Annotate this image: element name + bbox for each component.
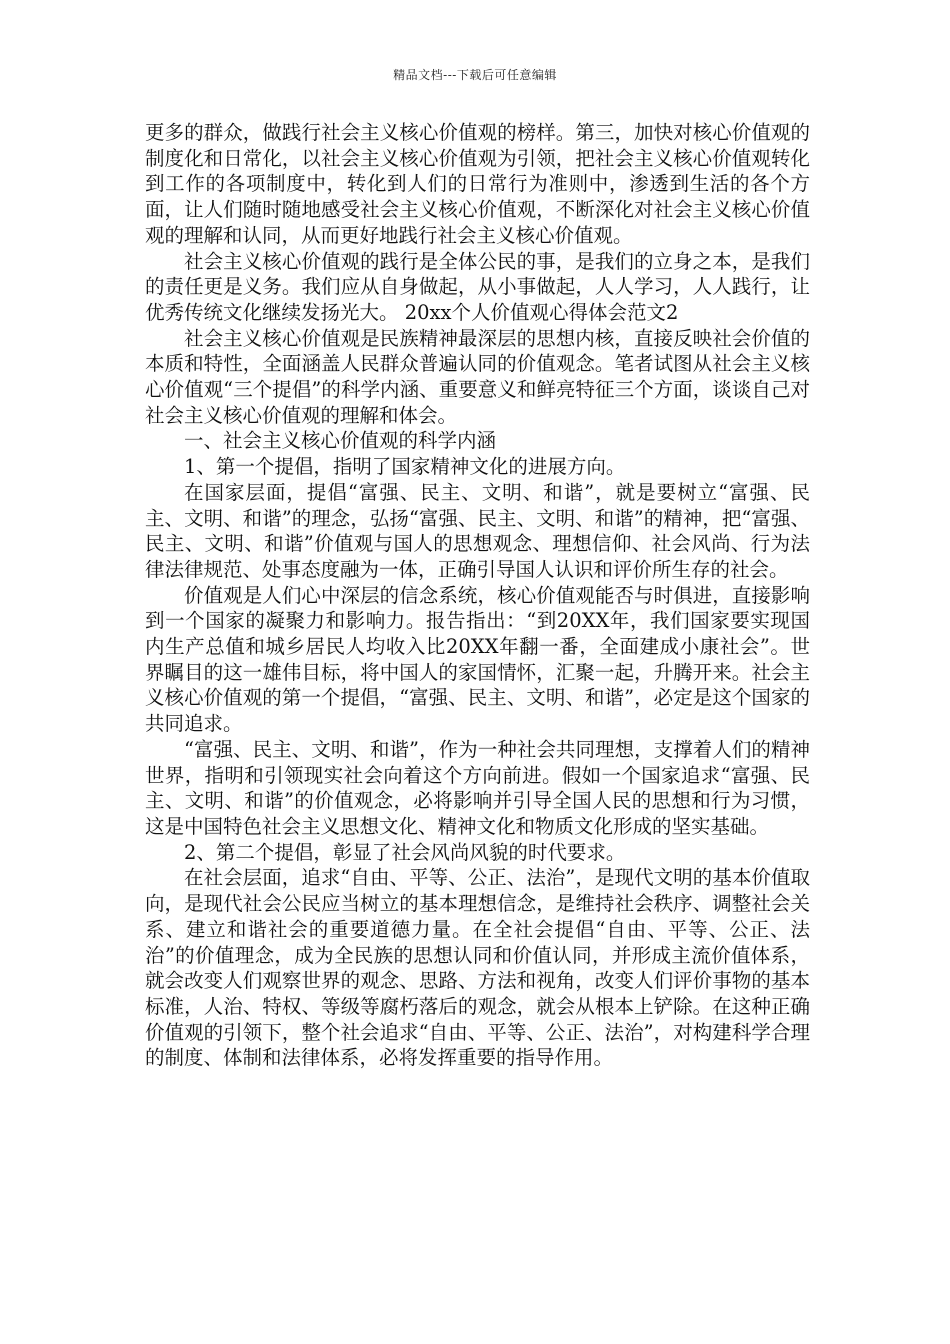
section-heading: 一、社会主义核心价值观的科学内涵 xyxy=(184,429,497,453)
paragraph: 社会主义核心价值观的践行是全体公民的事，是我们的立身之本，是我们的责任更是义务。我们应从自身做起，从小事做起，人人学习，人人践行，让优秀传统文化继续发扬光大。 20xx个人价值观心得体会范文2 xyxy=(145,249,810,324)
subsection-heading: 2、第二个提倡，彰显了社会风尚风貌的时代要求。 xyxy=(184,840,626,864)
subsection-heading: 1、第一个提倡，指明了国家精神文化的进展方向。 xyxy=(184,455,626,479)
paragraph: 在国家层面，提倡“富强、民主、文明、和谐”，就是要树立“富强、民主、文明、和谐”的理念，弘扬“富强、民主、文明、和谐”的精神，把“富强、民主、文明、和谐”价值观与国人的思想观念、理想信仰、社会风尚、行为法律法律规范、处事态度融为一体，正确引导国人认识和评价所生存的社会。 xyxy=(145,480,810,581)
document-body xyxy=(145,120,810,1071)
page-header: 精品文档---下载后可任意编辑 xyxy=(393,68,557,82)
paragraph: “富强、民主、文明、和谐”，作为一种社会共同理想，支撑着人们的精神世界，指明和引领现实社会向着这个方向前进。假如一个国家追求“富强、民主、文明、和谐”的价值观念，必将影响并引导全国人民的思想和行为习惯，这是中国特色社会主义思想文化、精神文化和物质文化形成的坚实基础。 xyxy=(145,737,810,838)
paragraph: 在社会层面，追求“自由、平等、公正、法治”，是现代文明的基本价值取向，是现代社会公民应当树立的基本理想信念，是维持社会秩序、调整社会关系、建立和谐社会的重要道德力量。在全社会提倡“自由、平等、公正、法治”的价值理念，成为全民族的思想认同和价值认同，并形成主流价值体系，就会改变人们观察世界的观念、思路、方法和视角，改变人们评价事物的基本标准，人治、特权、等级等腐朽落后的观念，就会从根本上铲除。在这种正确价值观的引领下，整个社会追求“自由、平等、公正、法治”，对构建科学合理的制度、体制和法律体系，必将发挥重要的指导作用。 xyxy=(145,866,810,1070)
paragraph: 社会主义核心价值观是民族精神最深层的思想内核，直接反映社会价值的本质和特性，全面涵盖人民群众普遍认同的价值观念。笔者试图从社会主义核心价值观“三个提倡”的科学内涵、重要意义和鲜亮特征三个方面，谈谈自己对社会主义核心价值观的理解和体会。 xyxy=(145,326,810,427)
paragraph: 价值观是人们心中深层的信念系统，核心价值观能否与时俱进，直接影响到一个国家的凝聚力和影响力。报告指出：“到20XX年，我们国家要实现国内生产总值和城乡居民人均收入比20XX年翻一番，全面建成小康社会”。世界瞩目的这一雄伟目标，将中国人的家国情怀，汇聚一起，升腾开来。社会主义核心价值观的第一个提倡，“富强、民主、文明、和谐”，必定是这个国家的共同追求。 xyxy=(145,583,810,736)
paragraph-continuation: 更多的群众，做践行社会主义核心价值观的榜样。第三，加快对核心价值观的制度化和日常化，以社会主义核心价值观为引领，把社会主义核心价值观转化到工作的各项制度中，转化到人们的日常行为准则中，渗透到生活的各个方面，让人们随时随地感受社会主义核心价值观，不断深化对社会主义核心价值观的理解和认同，从而更好地践行社会主义核心价值观。 xyxy=(145,121,810,247)
